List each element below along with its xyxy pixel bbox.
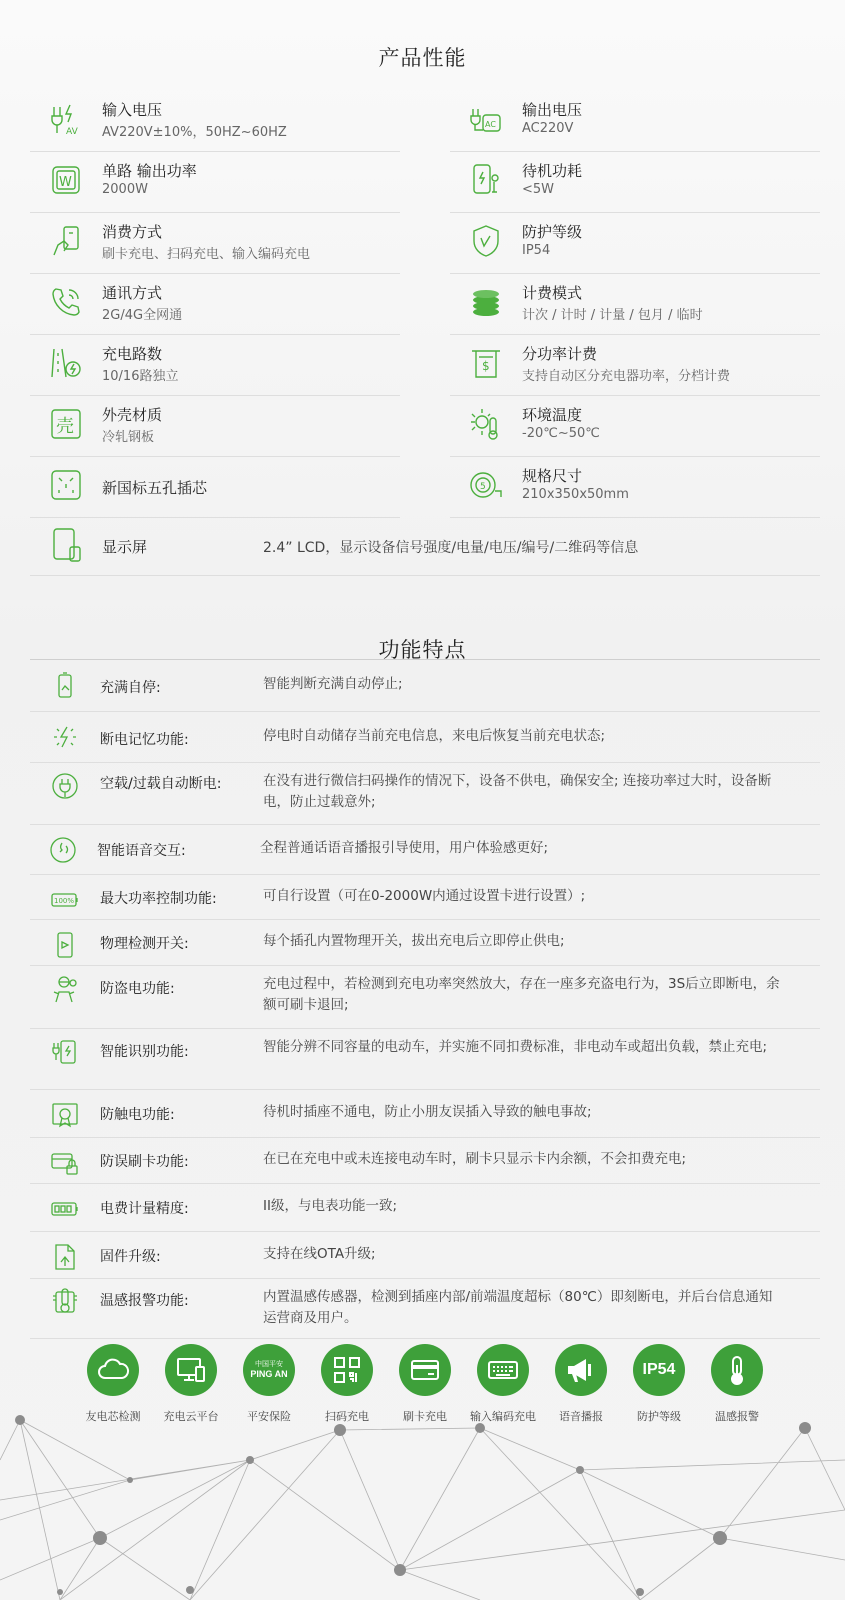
feature-name: 智能语音交互: — [97, 843, 186, 859]
feature-desc: 可自行设置（可在0-2000W内通过设置卡进行设置）; — [263, 888, 586, 904]
svg-text:5: 5 — [480, 482, 486, 492]
card-icon — [399, 1344, 451, 1396]
feature-row — [30, 1232, 820, 1279]
feature-desc: 待机时插座不通电，防止小朋友误插入导致的触电事故; — [263, 1104, 592, 1120]
spec-label: 分功率计费 — [522, 345, 598, 363]
display-icon — [48, 527, 84, 563]
spec-input-voltage — [30, 90, 400, 152]
badge-label: 充电云平台 — [163, 1410, 219, 1423]
badge-label: 温感报警 — [715, 1410, 759, 1423]
temperature-icon — [468, 406, 504, 442]
spec-charging-routes — [30, 334, 400, 396]
badge-label: 输入编码充电 — [470, 1410, 536, 1423]
certificate-icon — [50, 1100, 80, 1130]
feature-row — [30, 920, 820, 966]
socket-icon — [48, 467, 84, 503]
feature-desc: 智能判断充满自动停止; — [263, 676, 403, 692]
phone-icon — [48, 284, 84, 320]
payment-method-icon — [48, 223, 84, 259]
upgrade-icon — [50, 1242, 80, 1272]
spec-value: <5W — [522, 182, 555, 197]
coins-icon — [468, 284, 504, 320]
feature-desc: 全程普通话语音播报引导使用，用户体验感更好; — [260, 840, 549, 856]
feature-name: 物理检测开关: — [100, 936, 189, 952]
pingan-logo-cn: 中国平安 — [255, 1361, 283, 1368]
feature-desc: 在没有进行微信扫码操作的情况下，设备不供电，确保安全; 连接功率过大时，设备断电，防止过载意外; — [263, 773, 772, 810]
feature-row — [30, 660, 820, 712]
badge-label: 语音播报 — [559, 1410, 603, 1423]
tape-measure-icon — [468, 467, 504, 503]
voice-face-icon — [48, 835, 78, 865]
spec-shell-material — [30, 395, 400, 457]
charging-route-icon — [48, 345, 84, 381]
spec-billing-mode — [450, 273, 820, 335]
spec-label: 新国标五孔插芯 — [102, 479, 208, 497]
badge-label: 友电芯检测 — [85, 1410, 141, 1423]
feature-desc: 停电时自动储存当前充电信息，来电后恢复当前充电状态; — [263, 728, 606, 744]
spec-output-voltage — [450, 90, 820, 152]
devices-icon — [165, 1344, 217, 1396]
spec-label: 单路 输出功率 — [102, 162, 197, 180]
thief-icon — [50, 974, 80, 1004]
feature-row — [30, 1184, 820, 1232]
feature-name: 防误刷卡功能: — [100, 1154, 189, 1170]
feature-desc: 充电过程中，若检测到充电功率突然放大，存在一座多充盗电行为，3S后立即断电，余额可刷卡退回; — [263, 976, 780, 1013]
feature-row — [30, 1279, 820, 1339]
shield-icon — [468, 223, 504, 259]
feature-row — [30, 966, 820, 1029]
feature-desc: 支持在线OTA升级; — [263, 1246, 376, 1262]
spec-value: 支持自动区分充电器功率，分档计费 — [522, 369, 731, 384]
spec-standby-power — [450, 151, 820, 213]
feature-row — [30, 712, 820, 763]
features-title: 功能特点 — [378, 638, 467, 662]
switch-icon — [50, 930, 80, 960]
spec-display — [30, 515, 820, 576]
badge-label: 刷卡充电 — [403, 1410, 447, 1423]
spec-label: 规格尺寸 — [522, 467, 583, 485]
spec-value: 2000W — [102, 182, 148, 197]
battery-full-icon — [50, 670, 80, 700]
spec-single-power — [30, 151, 400, 213]
spec-split-billing — [450, 334, 820, 396]
feature-table — [30, 659, 820, 1339]
svg-text:AC: AC — [485, 120, 496, 129]
feature-row — [30, 1090, 820, 1138]
feature-desc: 在已在充电中或未连接电动车时，刷卡只显示卡内余额，不会扣费充电; — [263, 1151, 687, 1167]
feature-name: 防盗电功能: — [100, 981, 175, 997]
spec-value: 冷轧钢板 — [102, 430, 155, 445]
spec-value: 10/16路独立 — [102, 369, 179, 384]
keyboard-icon — [477, 1344, 529, 1396]
svg-text:W: W — [59, 175, 72, 190]
feature-row — [30, 875, 820, 920]
spec-label: 显示屏 — [102, 538, 148, 556]
feature-name: 智能识别功能: — [100, 1044, 189, 1060]
shell-icon — [48, 406, 84, 442]
spec-label: 消费方式 — [102, 223, 163, 241]
spec-label: 通讯方式 — [102, 284, 163, 302]
cloud-icon — [87, 1344, 139, 1396]
spec-value: -20℃~50℃ — [522, 426, 600, 441]
thermometer-icon — [711, 1344, 763, 1396]
svg-text:$: $ — [482, 359, 490, 373]
feature-name: 温感报警功能: — [100, 1293, 189, 1309]
feature-desc: 智能分辨不同容量的电动车，并实施不同扣费标准，非电动车或超出负载，禁止充电; — [263, 1039, 768, 1055]
feature-name: 断电记忆功能: — [100, 732, 189, 748]
spec-value: IP54 — [522, 243, 551, 258]
badge-label: 平安保险 — [247, 1410, 291, 1423]
spec-label: 防护等级 — [522, 223, 583, 241]
feature-name: 电费计量精度: — [100, 1201, 189, 1217]
standby-power-icon — [468, 162, 504, 198]
spec-payment-method — [30, 212, 400, 274]
spec-label: 待机功耗 — [522, 162, 583, 180]
spec-value: 刷卡充电、扫码充电、输入编码充电 — [102, 247, 311, 262]
spec-label: 输入电压 — [102, 101, 163, 119]
input-voltage-icon — [48, 101, 84, 137]
battery-100-icon — [50, 885, 80, 915]
feature-name: 防触电功能: — [100, 1107, 175, 1123]
spec-value: AV220V±10%，50HZ~60HZ — [102, 125, 287, 140]
spec-value: AC220V — [522, 121, 574, 136]
spec-protection-level — [450, 212, 820, 274]
spec-label: 输出电压 — [522, 101, 583, 119]
smart-identify-icon — [50, 1037, 80, 1067]
output-voltage-icon — [468, 101, 504, 137]
thermo-alarm-icon — [50, 1287, 80, 1317]
spec-value: 210x350x50mm — [522, 487, 629, 502]
feature-desc: 每个插孔内置物理开关，拔出充电后立即停止供电; — [263, 933, 565, 949]
ip54-text: IP54 — [642, 1361, 676, 1378]
megaphone-icon — [555, 1344, 607, 1396]
feature-desc: II级，与电表功能一致; — [263, 1198, 398, 1214]
svg-text:壳: 壳 — [56, 416, 74, 437]
feature-desc: 内置温感传感器，检测到插座内部/前端温度超标（80℃）即刻断电，并后台信息通知运营商及用户。 — [263, 1289, 773, 1326]
performance-title: 产品性能 — [378, 46, 467, 70]
spec-label: 外壳材质 — [102, 406, 163, 424]
ip54-icon — [633, 1344, 685, 1396]
feature-name: 空载/过载自动断电: — [100, 776, 222, 792]
feature-row — [30, 1138, 820, 1184]
battery-meter-icon — [50, 1194, 80, 1224]
feature-name: 固件升级: — [100, 1249, 161, 1265]
spec-label: 计费模式 — [522, 284, 583, 302]
spec-dimensions — [450, 456, 820, 518]
feature-row — [30, 825, 820, 875]
badge-label: 扫码充电 — [325, 1410, 369, 1423]
feature-row — [30, 1029, 820, 1090]
feature-name: 最大功率控制功能: — [100, 891, 217, 907]
spec-value: 2.4” LCD，显示设备信号强度/电量/电压/编号/二维码等信息 — [263, 540, 639, 556]
plug-circle-icon — [50, 771, 80, 801]
spec-label: 充电路数 — [102, 345, 163, 363]
qr-code-icon — [321, 1344, 373, 1396]
spec-grid — [30, 90, 820, 517]
spec-label: 环境温度 — [522, 406, 583, 424]
badge-label: 防护等级 — [637, 1410, 681, 1423]
spec-socket-core — [30, 456, 400, 518]
feature-row — [30, 763, 820, 825]
feature-name: 充满自停: — [100, 680, 161, 696]
pingan-logo-en: PING AN — [250, 1369, 288, 1379]
svg-text:100%: 100% — [54, 897, 75, 905]
spec-communication — [30, 273, 400, 335]
receipt-icon — [468, 345, 504, 381]
spec-env-temperature — [450, 395, 820, 457]
card-lock-icon — [50, 1148, 80, 1178]
svg-text:AV: AV — [66, 127, 78, 137]
pingan-logo-icon — [243, 1344, 295, 1396]
spec-value: 计次 / 计时 / 计量 / 包月 / 临时 — [522, 308, 703, 323]
spec-value: 2G/4G全网通 — [102, 308, 183, 323]
power-memory-icon — [50, 722, 80, 752]
power-w-icon — [48, 162, 84, 198]
network-decoration — [0, 1400, 845, 1600]
